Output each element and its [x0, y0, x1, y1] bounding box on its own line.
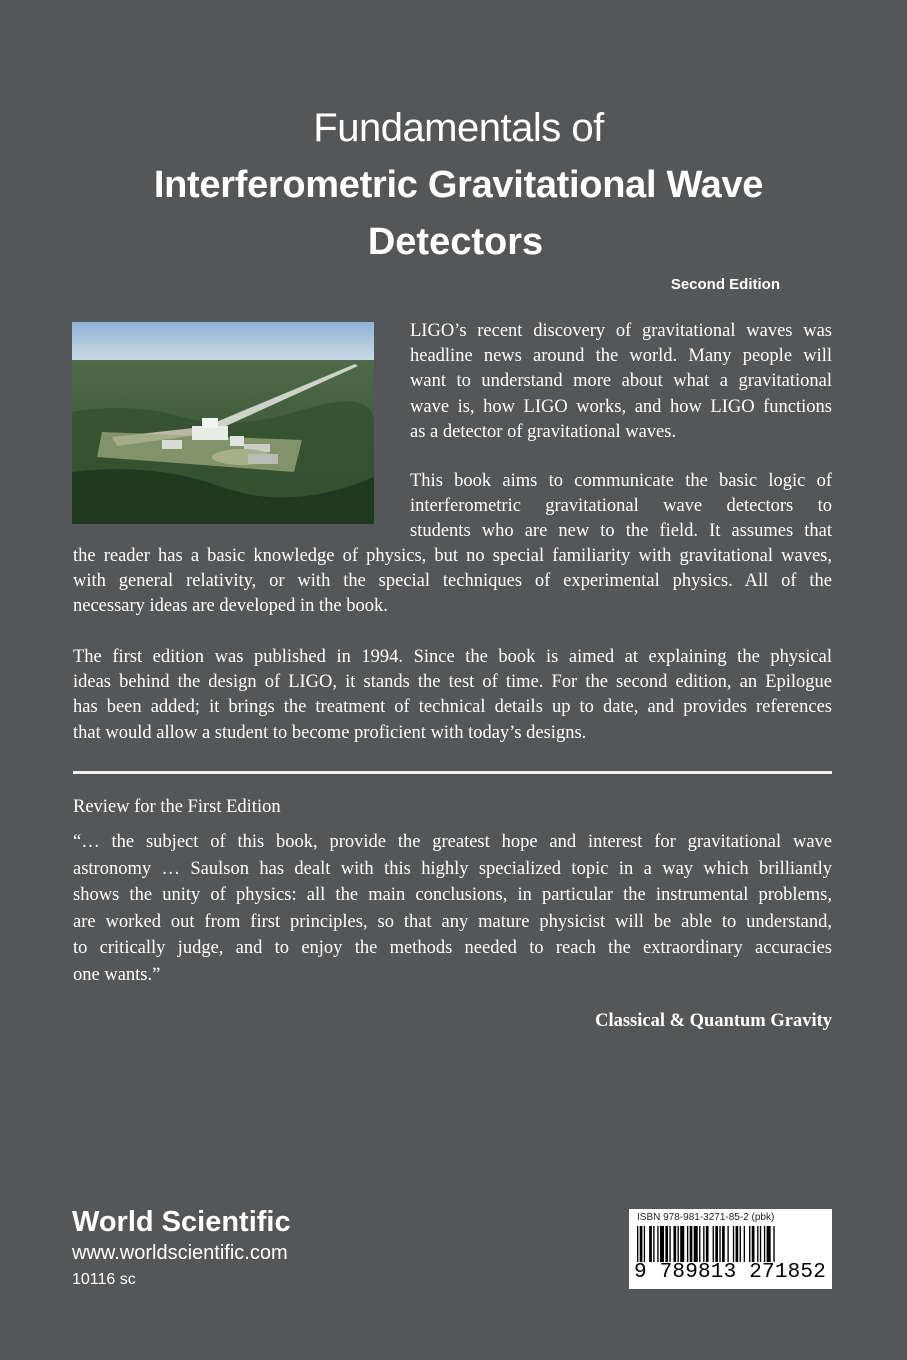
barcode-bar: [644, 1226, 645, 1262]
text-line: astronomy … Saulson has dealt with this highly specialized topic in a way which brilliantly: [73, 858, 832, 879]
isbn-barcode: [629, 1209, 832, 1289]
barcode-bar: [740, 1226, 741, 1262]
barcode-bar: [660, 1226, 664, 1262]
intro-paragraph: [410, 319, 832, 445]
barcode-bar: [706, 1226, 709, 1262]
title-line-3: Detectors: [367, 221, 544, 263]
barcode-bar: [640, 1226, 643, 1262]
barcode-bar: [678, 1226, 679, 1262]
text-line: headline news around the world. Many people will: [410, 346, 832, 367]
barcode-bar: [669, 1226, 670, 1262]
title-line-2: Interferometric Gravitational Wave: [153, 164, 764, 206]
text-line: “… the subject of this book, provide the greatest hope and interest for gravitational wave: [73, 832, 832, 852]
text-line: This book aims to communicate the basic logic of: [410, 471, 832, 491]
barcode-bar: [665, 1226, 668, 1262]
publisher-website: www.worldscientific.com: [72, 1242, 288, 1264]
text-line: students who are new to the field. It assumes that: [410, 521, 832, 542]
barcode-bar: [719, 1226, 720, 1262]
text-line: wave is, how LIGO works, and how LIGO functions: [410, 396, 832, 417]
barcode-digits: 9 789813 271852: [634, 1261, 827, 1284]
review-heading: Review for the First Edition: [73, 797, 281, 817]
barcode-bar: [687, 1226, 688, 1262]
barcode-bar: [764, 1226, 765, 1262]
text-line: shows the unity of physics: all the main conclusions, in particular the instrumental problems,: [73, 885, 832, 905]
text-line: has been added; it brings the treatment of technical details up to date, and provides references: [73, 697, 832, 718]
barcode-bar: [767, 1226, 771, 1262]
text-line: one wants.”: [73, 964, 161, 985]
barcode-bar: [757, 1226, 758, 1262]
ligo-observatory-photo: [72, 322, 374, 524]
text-line: LIGO’s recent discovery of gravitational waves was: [410, 321, 832, 341]
barcode-bar: [657, 1226, 658, 1262]
section-divider: [73, 771, 832, 774]
edition-history-paragraph: [73, 645, 832, 746]
catalog-code: 10116 sc: [72, 1271, 136, 1288]
barcode-bar: [752, 1226, 755, 1262]
text-line: necessary ideas are developed in the book.: [73, 596, 388, 617]
barcode-bar: [713, 1226, 714, 1262]
aims-paragraph-top: [410, 469, 832, 545]
publisher-name: World Scientific: [72, 1206, 291, 1238]
isbn-label: ISBN 978-981-3271-85-2 (pbk): [637, 1212, 775, 1223]
barcode-bar: [722, 1226, 725, 1262]
barcode-bar: [736, 1226, 739, 1262]
barcode-bar: [649, 1226, 652, 1262]
text-line: the reader has a basic knowledge of physics, but no special familiarity with gravitational waves,: [73, 546, 832, 566]
text-line: want to understand more about what a gravitational: [410, 371, 832, 392]
barcode-bar: [673, 1226, 676, 1262]
barcode-bar: [760, 1226, 761, 1262]
text-line: that would allow a student to become proficient with today’s designs.: [73, 722, 587, 743]
barcode-bar: [733, 1226, 734, 1262]
barcode-bar: [653, 1226, 654, 1262]
barcode-bar: [744, 1226, 745, 1262]
barcode-bar: [680, 1226, 684, 1262]
barcode-bar: [773, 1226, 774, 1262]
barcode-bar: [715, 1226, 718, 1262]
barcode-bar: [637, 1226, 638, 1262]
review-quote: [73, 829, 832, 988]
text-line: are worked out from first principles, so that any mature physicist will be able to understand,: [73, 911, 832, 932]
aims-paragraph-bottom: [73, 544, 832, 620]
barcode-bar: [703, 1226, 704, 1262]
barcode-bar: [727, 1226, 728, 1262]
barcode-bar: [699, 1226, 700, 1262]
barcode-bars-icon: [637, 1226, 825, 1262]
barcode-bar: [749, 1226, 750, 1262]
text-line: to critically judge, and to enjoy the methods needed to reach the extraordinary accuracies: [73, 938, 832, 958]
title-line-1: Fundamentals of: [313, 106, 604, 150]
text-line: ideas behind the design of LIGO, it stands the test of time. For the second edition, an Epilogue: [73, 672, 832, 693]
text-line: interferometric gravitational wave detectors to: [410, 496, 832, 517]
barcode-bar: [694, 1226, 698, 1262]
text-line: The first edition was published in 1994. Since the book is aimed at explaining the physical: [73, 647, 832, 667]
edition-label: Second Edition: [670, 276, 780, 293]
text-line: as a detector of gravitational waves.: [410, 421, 677, 442]
text-line: with general relativity, or with the special techniques of experimental physics. All of the: [73, 571, 832, 592]
barcode-bar: [690, 1226, 693, 1262]
review-source: Classical & Quantum Gravity: [595, 1011, 832, 1031]
